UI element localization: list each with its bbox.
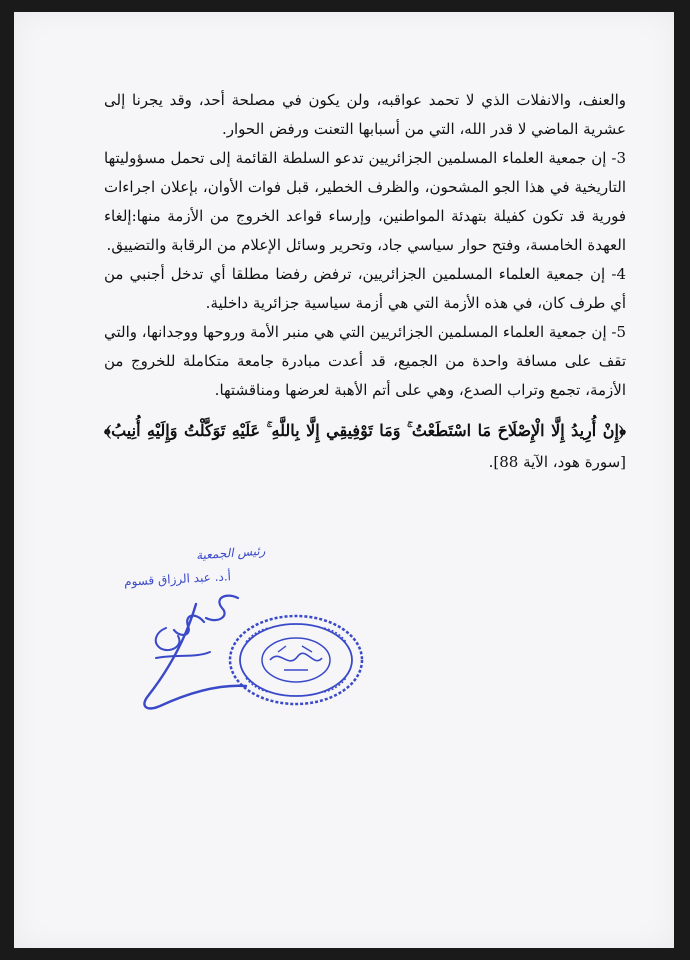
verse-reference: [سورة هود، الآية 88]. (488, 453, 626, 471)
official-seal-stamp (226, 612, 366, 708)
verse-text: ﴿إِنْ أُرِيدُ إِلَّا الْإِصْلَاحَ مَا اسْتَطَعْتُ ۚ وَمَا تَوْفِيقِي إِلَّا بِاللَّهِ ۚ عَلَيْهِ تَوَكَّلْتُ وَإِلَيْهِ أُنِيبُ﴾ (104, 421, 626, 440)
quran-verse (104, 415, 626, 478)
signatory-name: أ.د. عبد الرزاق قسوم (123, 569, 232, 589)
document-page (14, 12, 674, 948)
paragraph-continuation: والعنف، والانفلات الذي لا تحمد عواقبه، ولن يكون في مصلحة أحد، وقد يجرنا إلى عشرية الماضي لا قدر الله، التي من أسبابها التعنت ورفض الحوار. (104, 91, 626, 138)
document-body (104, 86, 626, 478)
signatory-title: رئيس الجمعية (195, 543, 266, 563)
paragraph-point-5: 5- إن جمعية العلماء المسلمين الجزائريين التي هي منبر الأمة وروحها ووجدانها، والتي تقف على مسافة واحدة من الجميع، قد أعدت مبادرة جامعة متكاملة للخروج من الأزمة، تجمع وتراب الصدع، وهي على أتم الأهبة لعرضها ومناقشتها. (104, 323, 626, 399)
paragraph-point-3: 3- إن جمعية العلماء المسلمين الجزائريين تدعو السلطة القائمة إلى تحمل مسؤوليتها التاريخية في هذا الجو المشحون، والظرف الخطير، قبل فوات الأوان، بإعلان اجراءات فورية قد تكون كفيلة بتهدئة المواطنين، وإرساء قواعد الخروج من الأزمة منها:إلغاء العهدة الخامسة، وفتح حوار سياسي جاد، وتحرير وسائل الإعلام من الرقابة والتضييق. (104, 149, 626, 254)
paragraph-point-4: 4- إن جمعية العلماء المسلمين الجزائريين، ترفض رفضا مطلقا أي تدخل أجنبي من أي طرف كان، في هذه الأزمة التي هي أزمة سياسية جزائرية داخلية. (104, 265, 626, 312)
